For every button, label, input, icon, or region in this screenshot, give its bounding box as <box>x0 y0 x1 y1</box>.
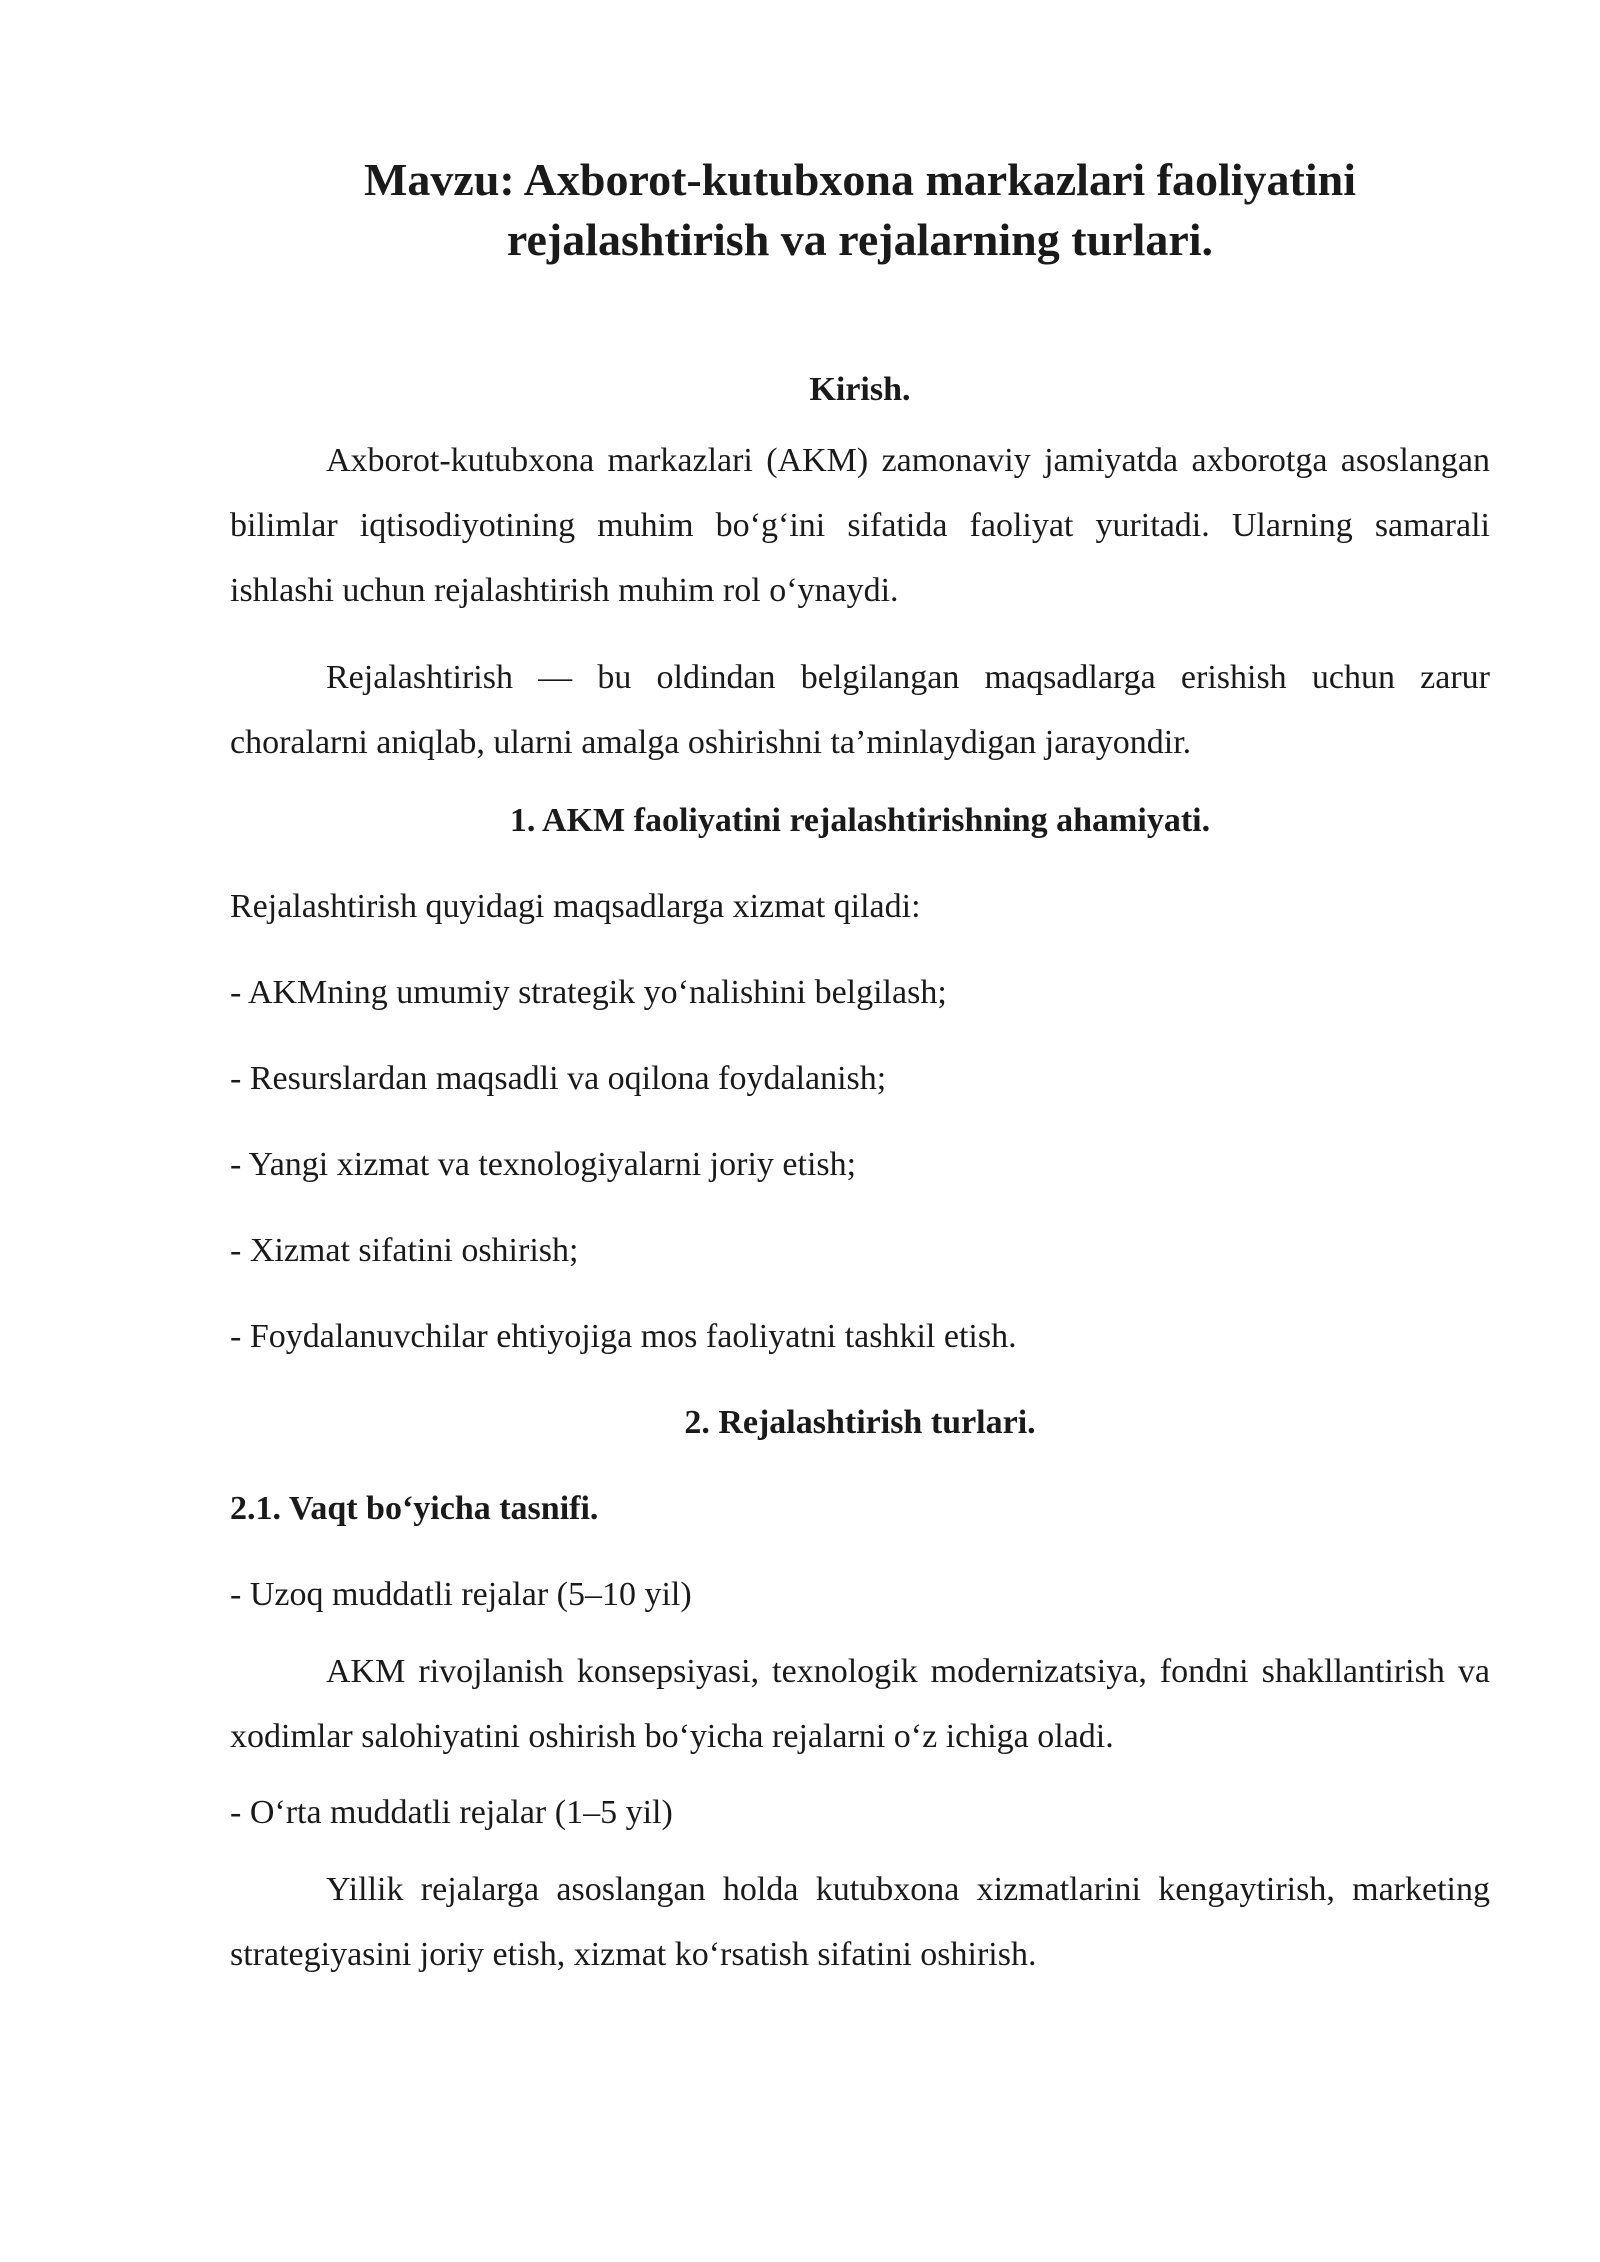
long-term-paragraph: AKM rivojlanish konsepsiyasi, texnologik modernizatsiya, fondni shakllantirish va xodimlar salohiyatini oshirish bo‘yicha rejalarni o‘z ichiga oladi. <box>230 1653 1490 1755</box>
mid-term-item: - O‘rta muddatli rejalar (1–5 yil) <box>230 1794 673 1831</box>
mid-term-paragraph: Yillik rejalarga asoslangan holda kutubxona xizmatlarini kengaytirish, marketing strategiyasini joriy etish, xizmat ko‘rsatish sifatini oshirish. <box>230 1871 1490 1973</box>
section-1-heading: 1. AKM faoliyatini rejalashtirishning ahamiyati. <box>509 802 1211 839</box>
list-item: - AKMning umumiy strategik yo‘nalishini belgilash; <box>230 974 947 1011</box>
section-1-lead: Rejalashtirish quyidagi maqsadlarga xizmat qiladi: <box>230 888 921 925</box>
title-line-2: rejalashtirish va rejalarning turlari. <box>506 214 1214 265</box>
list-item: - Yangi xizmat va texnologiyalarni joriy etish; <box>230 1146 857 1183</box>
intro-heading: Kirish. <box>809 371 911 408</box>
list-item: - Foydalanuvchilar ehtiyojiga mos faoliyatni tashkil etish. <box>230 1318 1017 1355</box>
intro-paragraph-1: Axborot-kutubxona markazlari (AKM) zamonaviy jamiyatda axborotga asoslangan bilimlar iqtisodiyotining muhim bo‘g‘ini sifatida faoliyat yuritadi. Ularning samarali ishlashi uchun rejalashtirish muhim rol o‘ynaydi. <box>230 442 1490 609</box>
document-title <box>230 150 1490 270</box>
long-term-item: - Uzoq muddatli rejalar (5–10 yil) <box>230 1576 692 1613</box>
subsection-2-1-heading: 2.1. Vaqt bo‘yicha tasnifi. <box>230 1490 599 1527</box>
list-item: - Resurslardan maqsadli va oqilona foydalanish; <box>230 1060 887 1097</box>
list-item: - Xizmat sifatini oshirish; <box>230 1232 579 1269</box>
title-line-1: Mavzu: Axborot-kutubxona markazlari faoliyatini <box>363 154 1356 205</box>
section-2-heading: 2. Rejalashtirish turlari. <box>684 1404 1036 1441</box>
intro-paragraph-2: Rejalashtirish — bu oldindan belgilangan maqsadlarga erishish uchun zarur choralarni aniqlab, ularni amalga oshirishni ta’minlaydigan jarayondir. <box>230 659 1490 761</box>
document-page <box>230 150 1490 1987</box>
